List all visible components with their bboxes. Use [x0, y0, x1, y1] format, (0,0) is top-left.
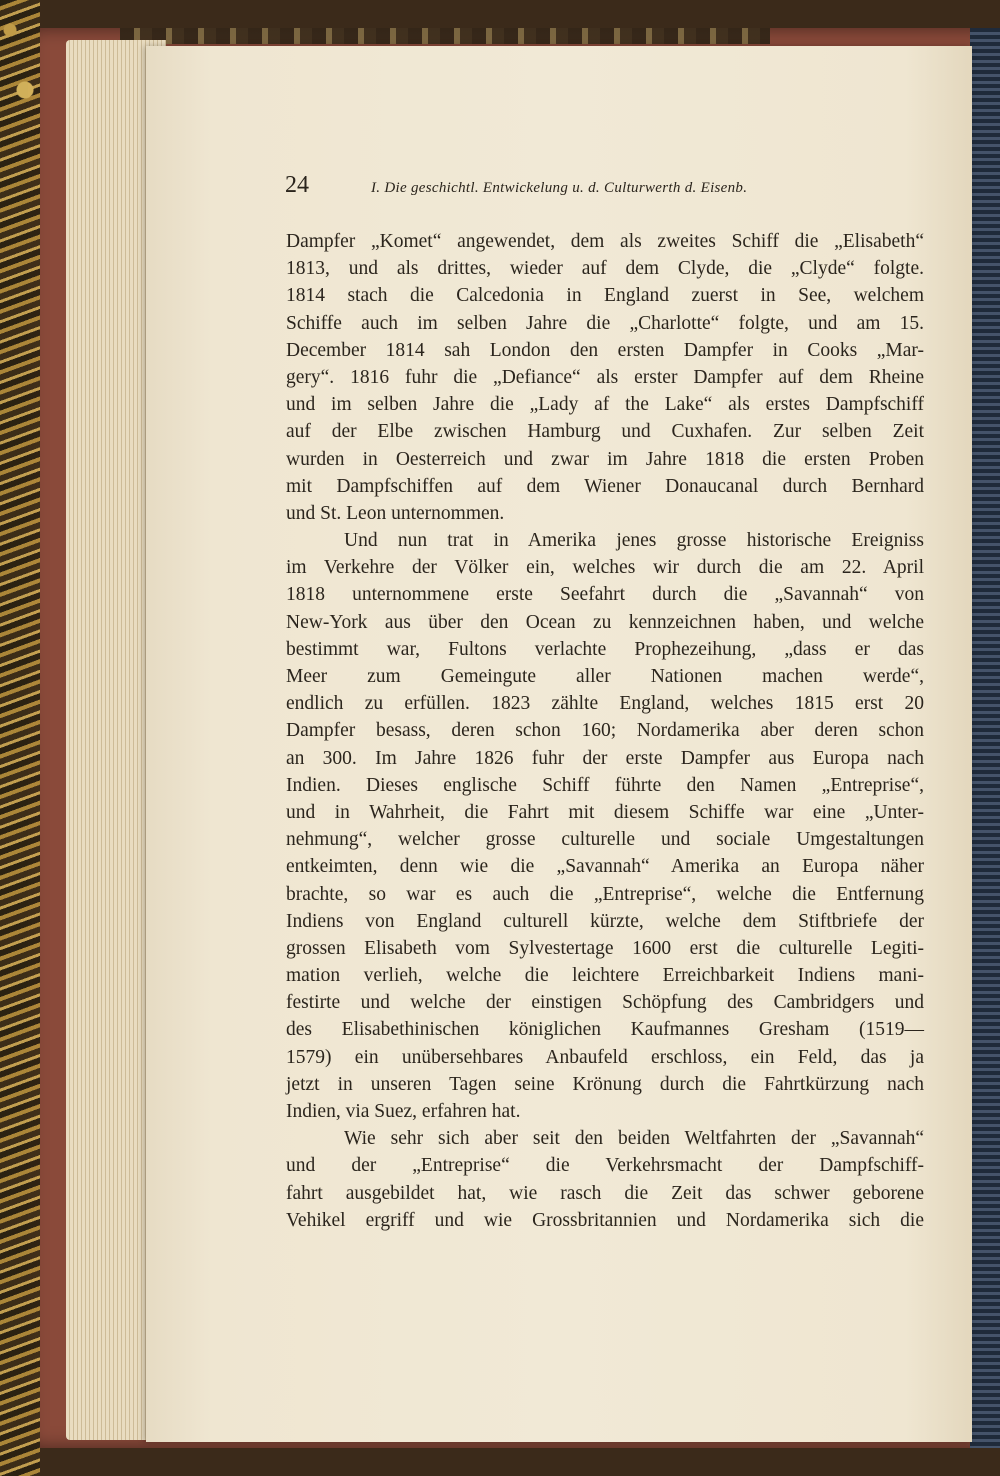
- marbled-edge: [0, 0, 40, 1476]
- page-number: 24: [285, 172, 309, 198]
- text-line: und im selben Jahre die „Lady af the Lake“ als erstes Dampfschiff: [286, 394, 924, 416]
- text-line: Indiens von England culturell kürzte, welche dem Stiftbriefe der: [286, 910, 924, 932]
- text-line: wurden in Oesterreich und zwar im Jahre 1818 die ersten Proben: [286, 448, 924, 470]
- text-line: Dampfer besass, deren schon 160; Nordamerika aber deren schon: [286, 720, 924, 742]
- text-line: Und nun trat in Amerika jenes grosse historische Ereigniss: [344, 530, 924, 552]
- text-line: gery“. 1816 fuhr die „Defiance“ als erster Dampfer auf dem Rheine: [286, 366, 924, 388]
- text-line: und St. Leon unternommen.: [286, 502, 505, 524]
- text-line: fahrt ausgebildet hat, wie rasch die Zeit das schwer geborene: [286, 1182, 924, 1204]
- text-line: Wie sehr sich aber seit den beiden Weltfahrten der „Savannah“: [344, 1128, 924, 1150]
- text-line: und in Wahrheit, die Fahrt mit diesem Schiffe war eine „Unter-: [286, 801, 924, 823]
- text-line: und der „Entreprise“ die Verkehrsmacht der Dampfschiff-: [286, 1155, 924, 1177]
- text-line: nehmung“, welcher grosse culturelle und sociale Umgestaltungen: [286, 829, 924, 851]
- text-line: Indien. Dieses englische Schiff führte den Namen „Entreprise“,: [286, 774, 924, 796]
- text-line: 1579) ein unübersehbares Anbaufeld erschloss, ein Feld, das ja: [286, 1046, 924, 1068]
- text-line: an 300. Im Jahre 1826 fuhr der erste Dampfer aus Europa nach: [286, 747, 924, 769]
- spine-cloth: [970, 28, 1000, 1448]
- text-line: Meer zum Gemeingute aller Nationen machen werde“,: [286, 666, 924, 687]
- text-line: 1818 unternommene erste Seefahrt durch die „Savannah“ von: [286, 584, 924, 606]
- text-line: 1813, und als drittes, wieder auf dem Clyde, die „Clyde“ folgte.: [286, 258, 924, 280]
- text-line: Vehikel ergriff und wie Grossbritannien und Nordamerika sich die: [286, 1209, 924, 1231]
- text-line: im Verkehre der Völker ein, welches wir durch die am 22. April: [286, 557, 924, 579]
- page-header: [285, 172, 925, 202]
- text-line: mit Dampfschiffen auf dem Wiener Donaucanal durch Bernhard: [286, 475, 924, 497]
- text-line: December 1814 sah London den ersten Dampfer in Cooks „Mar-: [286, 339, 924, 361]
- text-line: Dampfer „Komet“ angewendet, dem als zweites Schiff die „Elisabeth“: [286, 231, 924, 252]
- text-line: brachte, so war es auch die „Entreprise“, welche die Entfernung: [286, 883, 924, 905]
- text-line: des Elisabethinischen königlichen Kaufmannes Gresham (1519—: [286, 1019, 924, 1041]
- text-line: New-York aus über den Ocean zu kennzeichnen haben, und welche: [286, 611, 924, 633]
- running-head: I. Die geschichtl. Entwickelung u. d. Culturwerth d. Eisenb.: [371, 180, 748, 196]
- cover-top-band: [120, 28, 770, 44]
- text-line: jetzt in unseren Tagen seine Krönung durch die Fahrtkürzung nach: [286, 1073, 924, 1095]
- text-line: Indien, via Suez, erfahren hat.: [286, 1101, 521, 1122]
- text-line: entkeimten, denn wie die „Savannah“ Amerika an Europa näher: [286, 856, 924, 878]
- text-line: Schiffe auch im selben Jahre die „Charlotte“ folgte, und am 15.: [286, 312, 924, 334]
- text-line: bestimmt war, Fultons verlachte Prophezeihung, „dass er das: [286, 638, 924, 660]
- text-line: grossen Elisabeth vom Sylvestertage 1600 erst die culturelle Legiti-: [286, 937, 924, 959]
- text-line: mation verlieh, welche die leichtere Erreichbarkeit Indiens mani-: [286, 965, 924, 987]
- body-text: [286, 228, 924, 1234]
- text-line: endlich zu erfüllen. 1823 zählte England, welches 1815 erst 20: [286, 693, 924, 715]
- text-line: auf der Elbe zwischen Hamburg und Cuxhafen. Zur selben Zeit: [286, 421, 924, 443]
- text-line: festirte und welche der einstigen Schöpfung des Cambridgers und: [286, 992, 924, 1014]
- text-line: 1814 stach die Calcedonia in England zuerst in See, welchem: [286, 285, 924, 307]
